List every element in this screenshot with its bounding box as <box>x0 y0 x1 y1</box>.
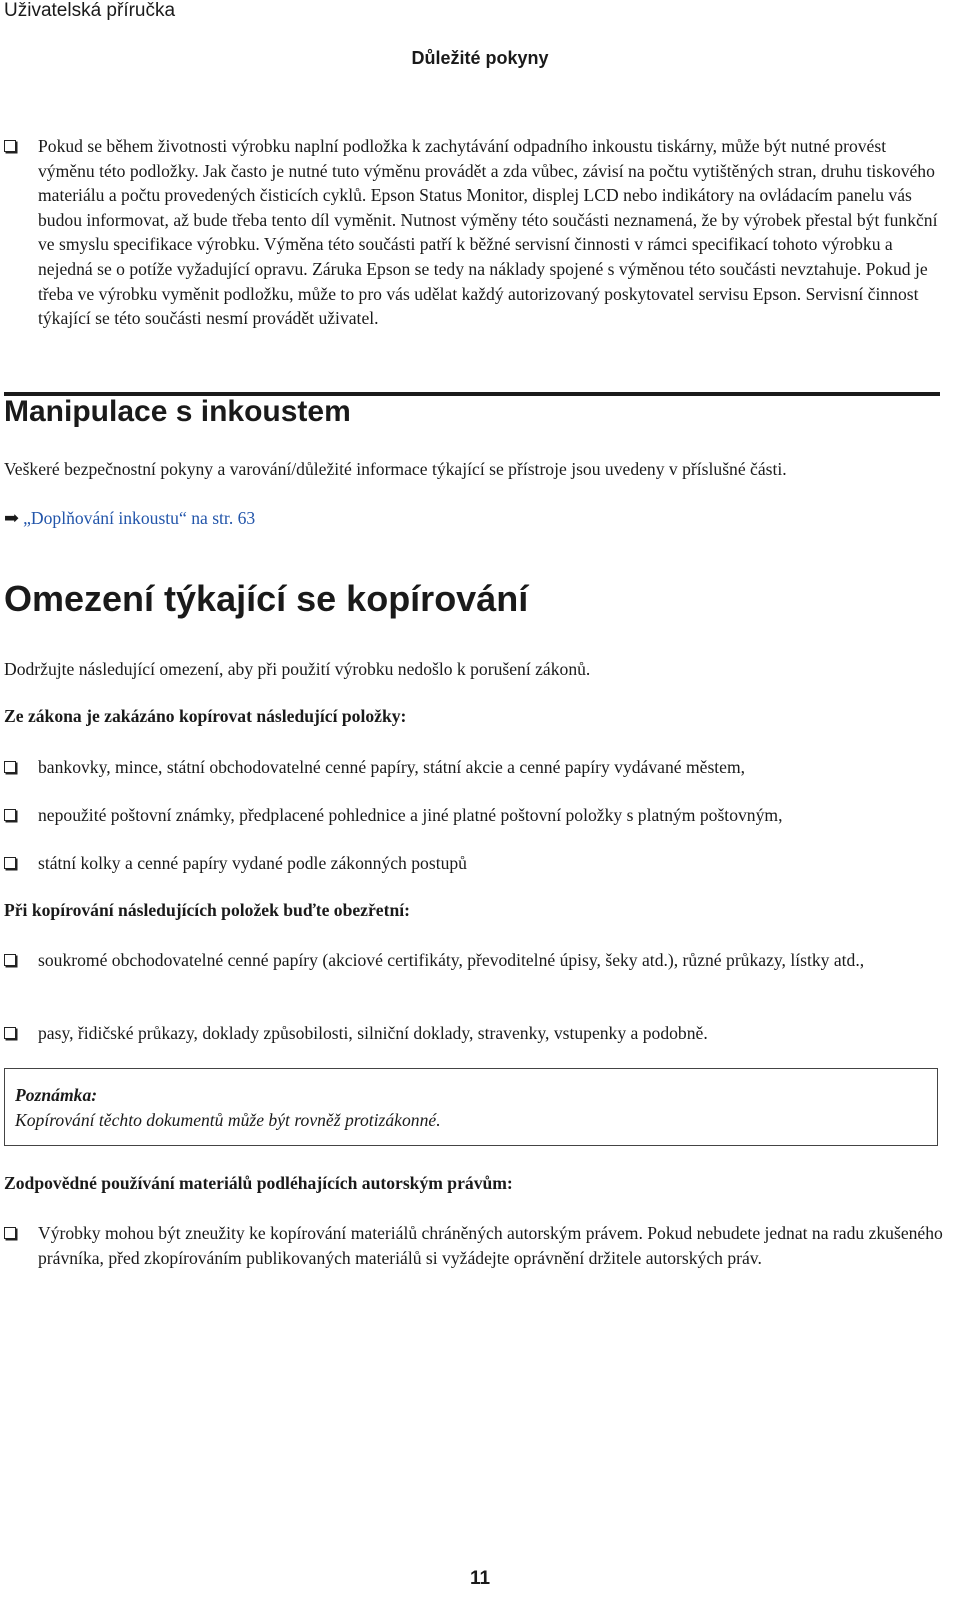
list-item-text: bankovky, mince, státní obchodovatelné cenné papíry, státní akcie a cenné papíry vydávané městem, <box>38 757 746 777</box>
list-item-text: Výrobky mohou být zneužity ke kopírování materiálů chráněných autorským právem. Pokud nebudete jednat na radu zkušeného právníka, před zkopírováním publikovaných materiálů si vyžádejte oprávnění držitele autorských práv. <box>38 1223 943 1268</box>
checkbox-bullet-icon <box>4 1227 16 1239</box>
list-item <box>4 851 944 876</box>
section-heading-ink: Manipulace s inkoustem <box>4 395 351 428</box>
note-text: Kopírování těchto dokumentů může být rovněž protizákonné. <box>15 1109 441 1130</box>
copy-intro: Dodržujte následující omezení, aby při použití výrobku nedošlo k porušení zákonů. <box>4 659 591 679</box>
list-item <box>4 948 944 973</box>
section-heading-copy: Omezení týkající se kopírování <box>4 578 529 619</box>
checkbox-bullet-icon <box>4 857 16 869</box>
running-header: Uživatelská příručka <box>4 0 176 21</box>
ink-paragraph: Veškeré bezpečnostní pokyny a varování/důležité informace týkající se přístroje jsou uvedeny v příslušné části. <box>4 459 787 479</box>
list-item-text: Pokud se během životnosti výrobku naplní podložka k zachytávání odpadního inkoustu tiskárny, může být nutné provést výměnu této podložky. Jak často je nutné tuto výměnu provádět a zda vůbec, závisí na počtu vytištěných stran, druhu tiskového materiálu a počtu provedených čisticích cyklů. Epson Status Monitor, displej LCD nebo indikátory na ovládacím panelu vás budou informovat, až bude třeba tento díl vyměnit. Nutnost výměny této součásti neznamená, že by výrobek přestal být funkční ve smyslu specifikace výrobku. Výměna této součásti patří k běžné servisní činnosti v rámci specifikací tohoto výrobku a nejedná se o potíže vyžadující opravu. Záruka Epson se tedy na náklady spojené s výměnou této součásti nevztahuje. Pokud je třeba ve výrobku vyměnit podložku, může to pro vás udělat každý autorizovaný poskytovatel servisu Epson. Servisní činnost týkající se této součásti nesmí provádět uživatel. <box>38 136 938 329</box>
list-item <box>4 755 944 780</box>
list-item <box>4 134 944 331</box>
list-item-text: pasy, řidičské průkazy, doklady způsobilosti, silniční doklady, stravenky, vstupenky a podobně. <box>38 1023 708 1043</box>
checkbox-bullet-icon <box>4 140 16 152</box>
page-number: 11 <box>469 1568 491 1589</box>
list-item <box>4 1021 944 1046</box>
arrow-right-icon: ➡ <box>4 508 20 528</box>
checkbox-bullet-icon <box>4 761 16 773</box>
checkbox-bullet-icon <box>4 809 16 821</box>
section-header: Důležité pokyny <box>411 48 549 68</box>
list-item-text: soukromé obchodovatelné cenné papíry (akciové certifikáty, převoditelné úpisy, šeky atd.), různé průkazy, lístky atd., <box>38 950 865 970</box>
list-item-text: nepoužité poštovní známky, předplacené pohlednice a jiné platné poštovní položky s platným poštovným, <box>38 805 783 825</box>
checkbox-bullet-icon <box>4 954 16 966</box>
list-item-text: státní kolky a cenné papíry vydané podle zákonných postupů <box>38 853 467 873</box>
note-label: Poznámka: <box>15 1085 98 1105</box>
list-item <box>4 1221 944 1270</box>
cross-reference-link[interactable] <box>4 508 255 529</box>
copyright-title: Zodpovědné používání materiálů podléhajících autorským právům: <box>4 1173 513 1193</box>
cross-reference-text[interactable]: „Doplňování inkoustu“ na str. 63 <box>23 508 256 528</box>
forbidden-title: Ze zákona je zakázáno kopírovat následující položky: <box>4 706 407 726</box>
checkbox-bullet-icon <box>4 1027 16 1039</box>
note-box <box>4 1068 938 1146</box>
caution-title: Při kopírování následujících položek buďte obezřetní: <box>4 900 410 920</box>
list-item <box>4 803 944 828</box>
